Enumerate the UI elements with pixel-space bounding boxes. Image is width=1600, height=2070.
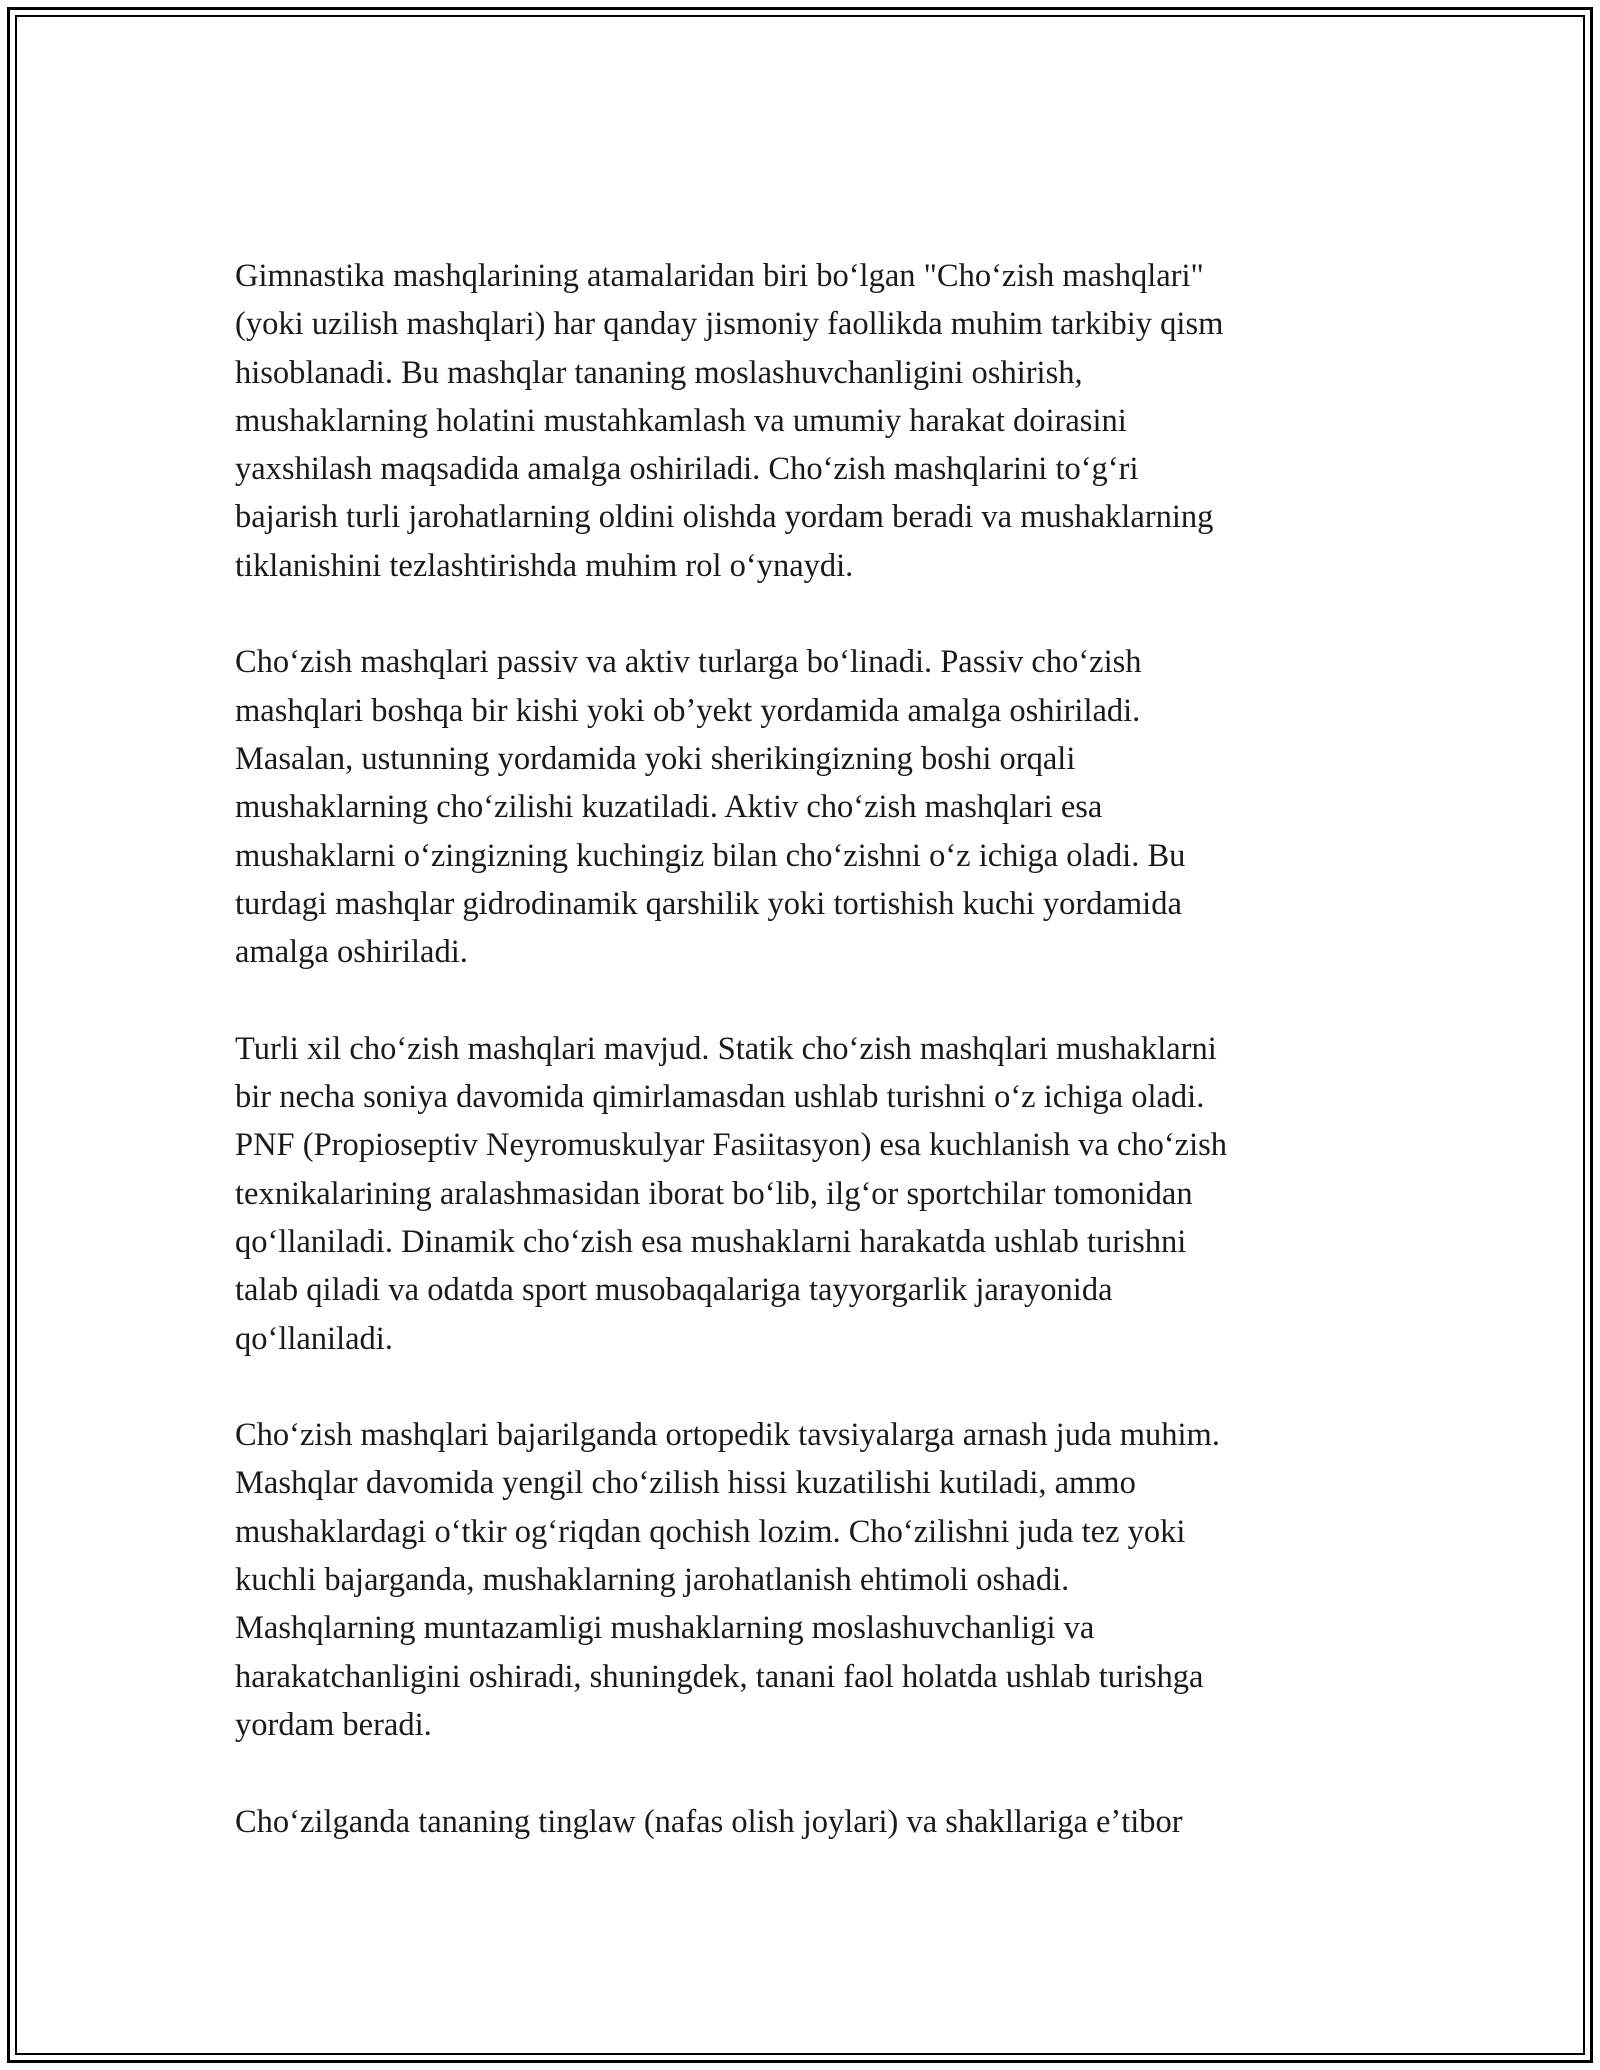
paragraph-1: Gimnastika mashqlarining atamalaridan biri boʻlgan "Choʻzish mashqlari" (yoki uzilish mashqlari) har qanday jismoniy faollikda muhim tarkibiy qism hisoblanadi. Bu mashqlar tananing moslashuvchanligini oshirish, mushaklarning holatini mustahkamlash va umumiy harakat doirasini yaxshilash maqsadida amalga oshiriladi. Choʻzish mashqlarini toʻgʻri bajarish turli jarohatlarning oldini olishda yordam beradi va mushaklarning tiklanishini tezlashtirishda muhim rol oʻynaydi. bbox=[235, 258, 1224, 584]
document-body bbox=[235, 252, 1365, 1894]
paragraph-4: Choʻzish mashqlari bajarilganda ortopedik tavsiyalarga arnash juda muhim. Mashqlar davomida yengil choʻzilish hissi kuzatilishi kutiladi, ammo mushaklardagi oʻtkir ogʻriqdan qochish lozim. Choʻzilishni juda tez yoki kuchli bajarganda, mushaklarning jarohatlanish ehtimoli oshadi. Mashqlarning muntazamligi mushaklarning moslashuvchanligi va harakatchanligini oshiradi, shuningdek, tanani faol holatda ushlab turishga yordam beradi. bbox=[235, 1417, 1220, 1743]
paragraph-2: Choʻzish mashqlari passiv va aktiv turlarga boʻlinadi. Passiv choʻzish mashqlari boshqa bir kishi yoki obʼyekt yordamida amalga oshiriladi. Masalan, ustunning yordamida yoki sherikingizning boshi orqali mushaklarning choʻzilishi kuzatiladi. Aktiv choʻzish mashqlari esa mushaklarni oʻzingizning kuchingiz bilan choʻzishni oʻz ichiga oladi. Bu turdagi mashqlar gidrodinamik qarshilik yoki tortishish kuchi yordamida amalga oshiriladi. bbox=[235, 644, 1186, 971]
paragraph-3: Turli xil choʻzish mashqlari mavjud. Statik choʻzish mashqlari mushaklarni bir necha soniya davomida qimirlamasdan ushlab turishni oʻz ichiga oladi. PNF (Propioseptiv Neyromuskulyar Fasiitasyon) esa kuchlanish va choʻzish texnikalarining aralashmasidan iborat boʻlib, ilgʻor sportchilar tomonidan qoʻllaniladi. Dinamik choʻzish esa mushaklarni harakatda ushlab turishni talab qiladi va odatda sport musobaqalariga tayyorgarlik jarayonida qoʻllaniladi. bbox=[235, 1030, 1228, 1357]
paragraph-5: Choʻzilganda tananing tinglaw (nafas olish joylari) va shakllariga eʼtibor bbox=[235, 1803, 1183, 1840]
